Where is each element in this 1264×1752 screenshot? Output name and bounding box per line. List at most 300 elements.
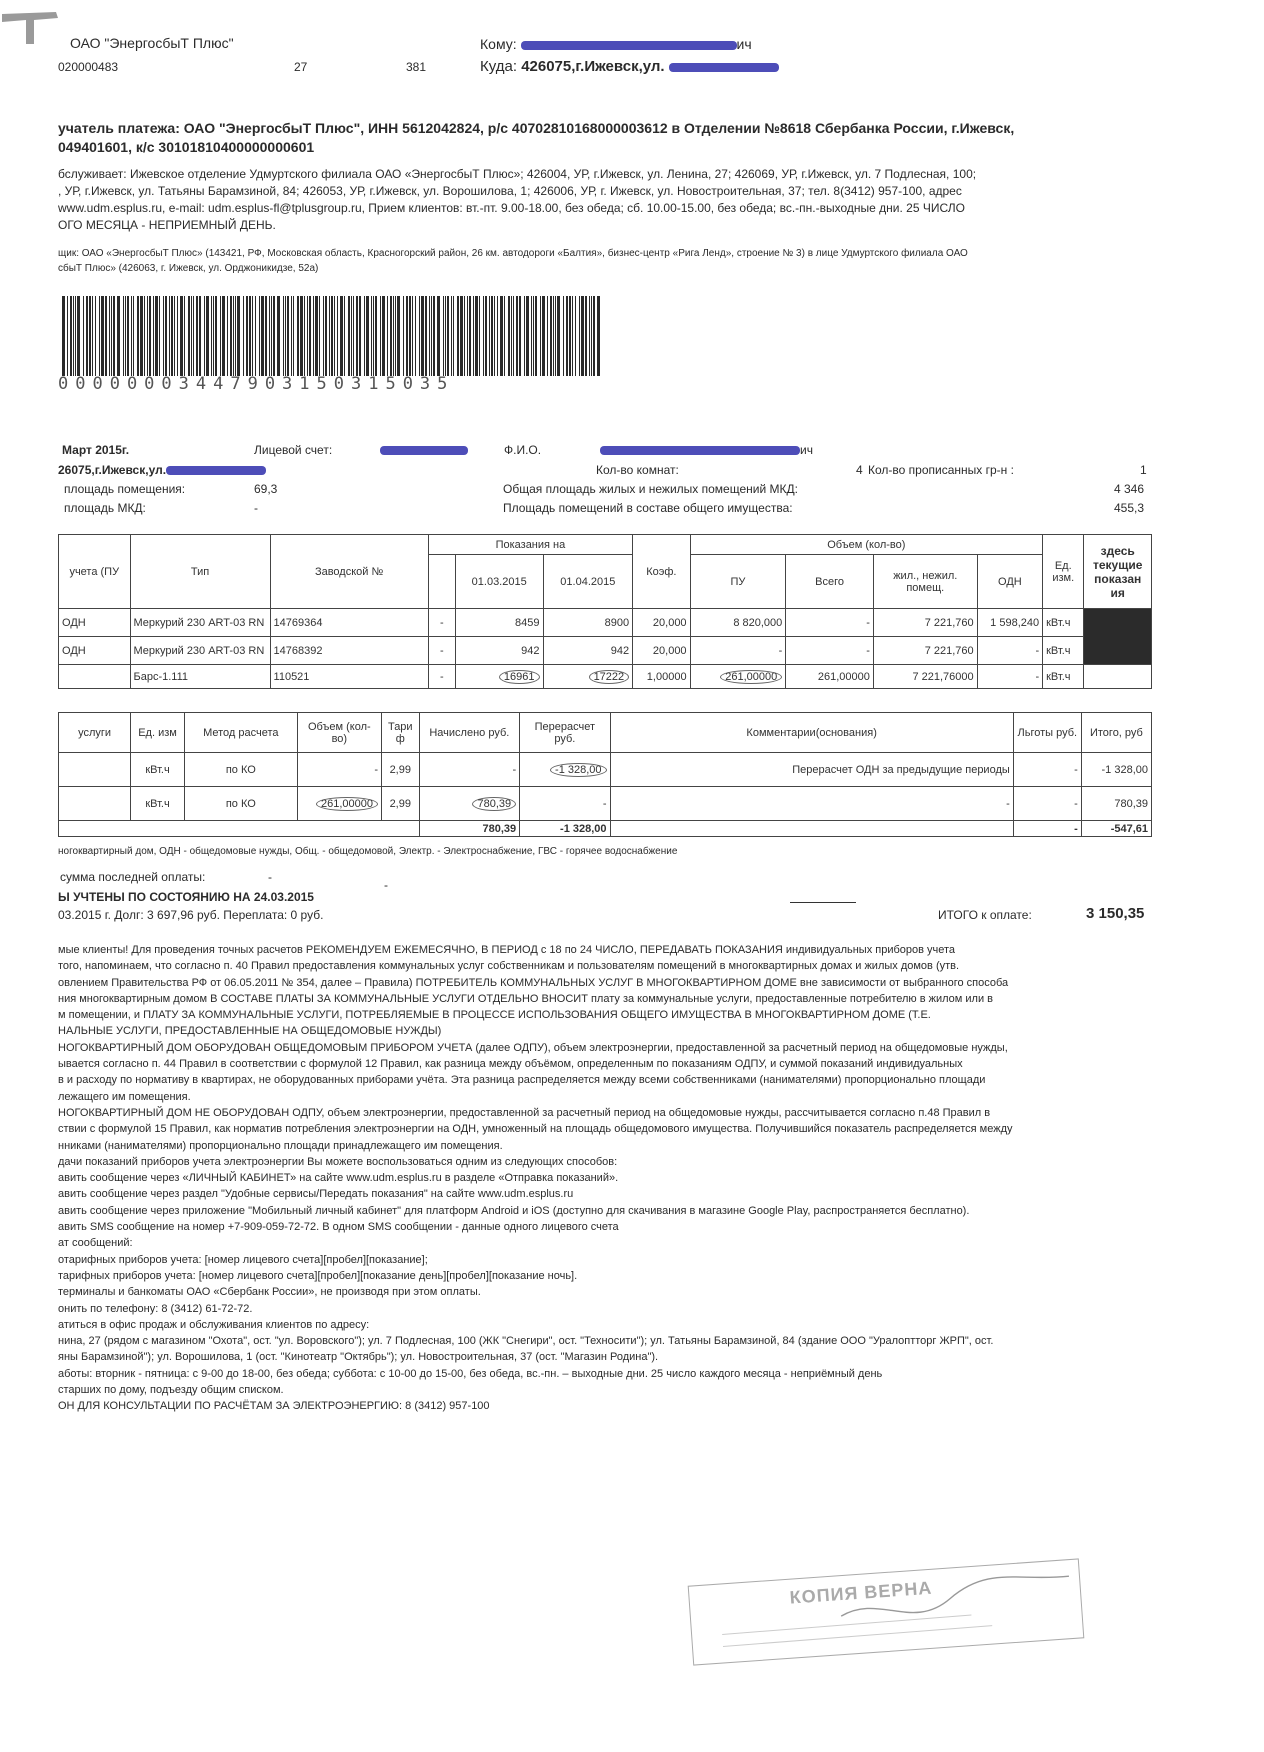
copy-stamp	[688, 1558, 1085, 1665]
divider	[790, 902, 856, 903]
total-area-value: 4 346	[1114, 482, 1145, 496]
barcode-bar	[563, 296, 564, 376]
barcode-bar	[196, 296, 198, 376]
circled-value: 17222	[589, 670, 630, 684]
barcode-bar	[593, 296, 595, 376]
service-method: по КО	[184, 787, 297, 821]
barcode-bar	[334, 296, 335, 376]
meter-reading-1	[455, 665, 543, 689]
barcode-bar	[393, 296, 394, 376]
barcode-bar	[188, 296, 190, 376]
barcode-bar	[163, 296, 164, 376]
barcode-bar	[589, 296, 590, 376]
barcode-bar	[86, 296, 88, 376]
meter-serial: 110521	[270, 665, 428, 689]
notice-line: в и расходу по нормативу в квартирах, не оборудованных приборами учёта. Эта разница распределяется между всеми собственниками (нанимателями) пропорционально площади	[58, 1074, 986, 1087]
barcode-bar	[406, 296, 408, 376]
notice-line: НОГОКВАРТИРНЫЙ ДОМ НЕ ОБОРУДОВАН ОДПУ, объем электроэнергии, предоставленной за расчетный период на общедомовые нужды, рассчитывается согласно п.48 Правил в	[58, 1106, 991, 1119]
header-unit: Ед. изм	[131, 713, 185, 753]
barcode-bar	[277, 296, 280, 376]
header-num1: 27	[294, 60, 308, 74]
meter-dash: -	[428, 665, 455, 689]
state-line: Ы УЧТЕНЫ ПО СОСТОЯНИЮ НА 24.03.2015	[58, 890, 314, 904]
barcode-bars	[62, 296, 602, 376]
barcode-bar	[165, 296, 167, 376]
meter-serial: 14768392	[270, 637, 428, 665]
barcode-bar	[519, 296, 521, 376]
notice-line: авить сообщение через раздел "Удобные сервисы/Передать показания" на сайте www.udm.esplus.ru	[58, 1188, 574, 1201]
barcode-bar	[304, 296, 305, 376]
notice-line: атиться в офис продаж и обслуживания клиентов по адресу:	[58, 1318, 370, 1331]
barcode-bar	[89, 296, 91, 376]
header-readings: Показания на	[428, 535, 632, 555]
serves-line: , УР, г.Ижевск, ул. Татьяны Барамзиной, 84; 426053, УР, г.Ижевск, ул. Ворошилова, 1; 426006, УР, г. Ижевск, ул. Новостроительная, 37; тел. 8(3412) 957-100, адрес	[58, 184, 962, 198]
barcode-bar	[92, 296, 93, 376]
totals-blank	[59, 821, 420, 837]
header-coef: Коэф.	[633, 535, 690, 609]
redacted-fio	[600, 446, 800, 455]
barcode-bar	[591, 296, 592, 376]
barcode-bar	[483, 296, 484, 376]
redacted-address	[669, 63, 779, 72]
barcode-bar	[67, 296, 68, 376]
notice-line: терминалы и банкоматы ОАО «Сбербанк России», не производя при этом оплаты.	[58, 1286, 481, 1299]
company-name: ОАО "ЭнергосбыТ Плюс"	[70, 35, 234, 51]
header-charged: Начислено руб.	[419, 713, 520, 753]
barcode-bar	[62, 296, 65, 376]
area-value: 69,3	[254, 482, 278, 496]
supplier-line: сбыТ Плюс» (426063, г. Ижевск, ул. Орджоникидзе, 52а)	[58, 263, 319, 274]
barcode-bar	[431, 296, 432, 376]
barcode-bar	[105, 296, 107, 376]
meter-reading-2: 8900	[543, 609, 633, 637]
meter-reading-2: 942	[543, 637, 633, 665]
meter-reading-1: 8459	[455, 609, 543, 637]
notice-line: старших по дому, подъезду общим списком.	[58, 1384, 284, 1397]
meter-reading-2	[543, 665, 633, 689]
meter-living: 7 221,76000	[873, 665, 977, 689]
header-pu: ПУ	[690, 555, 786, 609]
barcode-bar	[504, 296, 505, 376]
barcode-bar	[351, 296, 352, 376]
notice-line: лежащего им помещения.	[58, 1090, 191, 1103]
barcode-bar	[581, 296, 584, 376]
current-blank	[1084, 665, 1152, 689]
barcode-bar	[283, 296, 284, 376]
barcode-bar	[508, 296, 510, 376]
service-volume	[297, 787, 381, 821]
barcode-bar	[285, 296, 286, 376]
barcode-bar	[447, 296, 449, 376]
where-value: 426075,г.Ижевск,ул.	[521, 58, 665, 75]
rooms-value: 4	[856, 463, 863, 477]
barcode-bar	[451, 296, 452, 376]
total-recalc: -1 328,00	[520, 821, 610, 837]
redacted-name	[521, 41, 737, 50]
meter-odn: -	[977, 665, 1042, 689]
common-area-value: 455,3	[1114, 501, 1145, 515]
total-sum: -547,61	[1081, 821, 1151, 837]
header-date2: 01.04.2015	[543, 555, 633, 609]
barcode-bar	[409, 296, 411, 376]
barcode-bar	[235, 296, 236, 376]
barcode-bar	[359, 296, 361, 376]
barcode-bar	[516, 296, 518, 376]
barcode-bar	[222, 296, 225, 376]
barcode-bar	[479, 296, 480, 376]
meter-pu: 8 820,000	[690, 609, 786, 637]
barcode-bar	[569, 296, 571, 376]
notice-line: нниками (нанимателями) пропорционально площади принадлежащего им помещения.	[58, 1139, 503, 1152]
redacted-current	[1084, 609, 1152, 665]
barcode-bar	[403, 296, 404, 376]
serves-line: www.udm.esplus.ru, e-mail: udm.esplus-fl@tplusgroup.ru, Прием клиентов: вт.-пт. 9.00-18.00, без обеда; сб. 10.00-15.00, без обеда; вс.-пн.-выходные дни. 25 ЧИСЛО	[58, 201, 965, 215]
last-payment-value: -	[268, 870, 272, 884]
last-payment-extra: -	[384, 878, 388, 892]
consult-line: ОН ДЛЯ КОНСУЛЬТАЦИИ ПО РАСЧЁТАМ ЗА ЭЛЕКТРОЭНЕРГИЮ: 8 (3412) 957-100	[58, 1400, 490, 1412]
barcode-bar	[193, 296, 194, 376]
period-month: Март 2015г.	[62, 443, 130, 457]
corner-mark	[0, 10, 68, 46]
header-living: жил., нежил. помещ.	[873, 555, 977, 609]
to-line	[480, 36, 752, 52]
payee-line-2: 049401601, к/с 30101810400000000601	[58, 139, 315, 155]
barcode-bar	[364, 296, 365, 376]
header-volume: Объем (кол-во)	[690, 535, 1043, 555]
barcode-bar	[419, 296, 420, 376]
barcode-bar	[191, 296, 192, 376]
service-charged	[419, 787, 520, 821]
table-row	[59, 787, 1152, 821]
barcode-bar	[353, 296, 354, 376]
barcode-bar	[133, 296, 134, 376]
notice-line: онить по телефону: 8 (3412) 61-72-72.	[58, 1302, 253, 1315]
barcode-bar	[259, 296, 260, 376]
notice-line: отарифных приборов учета: [номер лицевого счета][пробел][показание];	[58, 1253, 428, 1266]
notice-line: авить сообщение через приложение "Мобильный личный кабинет" для платформ Android и iOS (доступно для скачивания в магазине Google Play, распространяется бесплатно).	[58, 1204, 970, 1217]
meter-coef: 20,000	[633, 637, 690, 665]
meter-account: ОДН	[59, 609, 131, 637]
barcode-bar	[425, 296, 427, 376]
registered-label: Кол-во прописанных гр-н :	[868, 463, 1014, 477]
barcode-bar	[323, 296, 324, 376]
barcode-bar	[83, 296, 84, 376]
header-account: учета (ПУ	[59, 535, 131, 609]
service-unit: кВт.ч	[131, 787, 185, 821]
barcode-bar	[513, 296, 514, 376]
service-total: -1 328,00	[1081, 753, 1151, 787]
service-name	[59, 787, 131, 821]
common-area-label: Площадь помещений в составе общего имущества:	[503, 501, 793, 515]
barcode-bar	[547, 296, 548, 376]
where-label: Куда:	[480, 58, 518, 75]
last-payment-label: сумма последней оплаты:	[60, 870, 206, 884]
barcode-bar	[387, 296, 388, 376]
barcode-bar	[597, 296, 600, 376]
barcode-bar	[337, 296, 338, 376]
barcode-bar	[457, 296, 459, 376]
header-benefits: Льготы руб.	[1013, 713, 1081, 753]
barcode-bar	[131, 296, 132, 376]
barcode-bar	[113, 296, 115, 376]
barcode-bar	[255, 296, 256, 376]
barcode-bar	[75, 296, 76, 376]
header-date1: 01.03.2015	[455, 555, 543, 609]
account-code: 020000483	[58, 60, 119, 74]
meter-odn: 1 598,240	[977, 609, 1042, 637]
barcode-bar	[220, 296, 221, 376]
header-tariff: Тари ф	[381, 713, 419, 753]
barcode-bar	[397, 296, 400, 376]
barcode-bar	[445, 296, 446, 376]
barcode-bar	[309, 296, 311, 376]
barcode-bar	[243, 296, 244, 376]
legend: ногоквартирный дом, ОДН - общедомовые нужды, Общ. - общедомовой, Электр. - Электроснабжение, ГВС - горячее водоснабжение	[58, 846, 678, 857]
barcode-bar	[95, 296, 96, 376]
signature	[689, 1559, 1083, 1664]
barcode-bar	[297, 296, 299, 376]
meter-pu	[690, 665, 786, 689]
to-label: Кому:	[480, 36, 517, 52]
meter-total: -	[786, 637, 874, 665]
notice-line: аботы: вторник - пятница: с 9-00 до 18-00, без обеда; суббота: с 10-00 до 15-00, без обеда, вс.-пн. – выходные дни. 25 число каждого месяца - неприёмный день	[58, 1367, 883, 1380]
to-suffix: ич	[736, 36, 752, 52]
barcode-bar	[524, 296, 525, 376]
supplier-block	[58, 246, 1148, 276]
meter-total: 261,00000	[786, 665, 874, 689]
fio-line	[600, 443, 813, 457]
barcode-bar	[287, 296, 289, 376]
barcode-bar	[542, 296, 545, 376]
header-comments: Комментарии(основания)	[610, 713, 1013, 753]
notice-line: того, напоминаем, что согласно п. 40 Правил предоставления коммунальных услуг собственникам и пользователям помещений в многоквартирных домах и жилых домов (утв.	[58, 960, 960, 973]
service-benefit: -	[1013, 753, 1081, 787]
notice-line: ывается согласно п. 44 Правил в соответствии с формулой 12 Правил, как разница между объёмом, определенным по показаниям ОДПУ, и суммой показаний индивидуальных	[58, 1058, 963, 1071]
barcode-bar	[331, 296, 333, 376]
barcode-bar	[123, 296, 124, 376]
payee-line-1: учатель платежа: ОАО "ЭнергосбыТ Плюс", ИНН 5612042824, р/с 40702810168000003612 в Отделении №8618 Сбербанка России, г.Ижевск,	[58, 120, 1015, 136]
barcode-bar	[227, 296, 228, 376]
barcode-bar	[127, 296, 129, 376]
meter-unit: кВт.ч	[1043, 665, 1084, 689]
barcode-bar	[460, 296, 463, 376]
barcode-bar	[526, 296, 529, 376]
fio-suffix: ич	[800, 443, 813, 457]
barcode-bar	[249, 296, 251, 376]
address-value: 26075,г.Ижевск,ул.	[58, 463, 167, 477]
barcode-bar	[77, 296, 80, 376]
header-type: Тип	[130, 535, 270, 609]
barcode-bar	[572, 296, 573, 376]
barcode-bar	[155, 296, 158, 376]
notice-line: нина, 27 (рядом с магазином "Охота", ост. "ул. Воровского"); ул. 7 Подлесная, 100 (ЖК "Снегири", ост. "Техносити"); ул. Татьяны Барамзиной, 84 (здание ООО "Уралоптторг ЖРП", ост.	[58, 1335, 994, 1348]
barcode-bar	[356, 296, 358, 376]
barcode-bar	[111, 296, 112, 376]
barcode-bar	[421, 296, 424, 376]
barcode-bar	[366, 296, 369, 376]
meter-dash: -	[428, 609, 455, 637]
barcode-bar	[261, 296, 264, 376]
barcode-bar	[325, 296, 327, 376]
barcode-bar	[500, 296, 503, 376]
barcode-bar	[533, 296, 534, 376]
notice-line: авить сообщение через «ЛИЧНЫЙ КАБИНЕТ» на сайте www.udm.esplus.ru в разделе «Отправка показаний».	[58, 1172, 619, 1185]
notice-block	[58, 942, 1148, 1398]
barcode-bar	[319, 296, 320, 376]
circled-value: 16961	[499, 670, 540, 684]
circled-value: 261,00000	[720, 670, 782, 684]
area-label: площадь помещения:	[64, 482, 186, 496]
meter-account	[59, 665, 131, 689]
barcode-bar	[373, 296, 374, 376]
header-recalc: Перерасчет руб.	[520, 713, 610, 753]
header-odn: ОДН	[977, 555, 1042, 609]
barcode-bar	[300, 296, 303, 376]
supplier-line: щик: ОАО «ЭнергосбыТ Плюс» (143421, РФ, Московская область, Красногорский район, 26 км. автодороги «Балтия», бизнес-центр «Рига Ленд», строение № 3) в лице Удмуртского филиала ОАО	[58, 248, 968, 259]
service-recalc: -	[520, 787, 610, 821]
barcode-bar	[489, 296, 490, 376]
barcode-bar	[475, 296, 478, 376]
service-tariff: 2,99	[381, 787, 419, 821]
meter-living: 7 221,760	[873, 637, 977, 665]
notice-line: ния многоквартирным домом В СОСТАВЕ ПЛАТЫ ЗА КОММУНАЛЬНЫЕ УСЛУГИ ОТДЕЛЬНО ВНОСИТ плату за коммунальные услуги, предоставленные потребителю в жилом или в	[58, 992, 994, 1005]
barcode-bar	[464, 296, 465, 376]
where-line	[480, 58, 779, 75]
service-method: по КО	[184, 753, 297, 787]
notice-line: дачи показаний приборов учета электроэнергии Вы можете воспользоваться одним из следующих способов:	[58, 1155, 618, 1168]
notice-line: овлением Правительства РФ от 06.05.2011 № 354, далее – Правила) ПОТРЕБИТЕЛЬ КОММУНАЛЬНЫХ УСЛУГ В МНОГОКВАРТИРНОМ ДОМЕ вне зависимости от выбранного способа	[58, 976, 1009, 989]
barcode-bar	[177, 296, 178, 376]
barcode-bar	[125, 296, 126, 376]
meter-reading-1: 942	[455, 637, 543, 665]
barcode-bar	[433, 296, 435, 376]
circled-value: 261,00000	[316, 797, 378, 811]
barcode-bar	[313, 296, 314, 376]
barcode-bar	[575, 296, 576, 376]
barcode-bar	[437, 296, 440, 376]
barcode-bar	[382, 296, 385, 376]
barcode-bar	[555, 296, 556, 376]
barcode-bar	[174, 296, 175, 376]
barcode-bar	[101, 296, 104, 376]
barcode-bar	[579, 296, 580, 376]
stamp-text: КОПИЯ ВЕРНА	[789, 1577, 933, 1608]
notice-line: мые клиенты! Для проведения точных расчетов РЕКОМЕНДУЕМ ЕЖЕМЕСЯЧНО, В ПЕРИОД с 18 по 24 ЧИСЛО, ПЕРЕДАВАТЬ ПОКАЗАНИЯ индивидуальных приборов учета	[58, 944, 956, 956]
barcode-bar	[340, 296, 343, 376]
total-area-label: Общая площадь жилых и нежилых помещений МКД:	[503, 482, 798, 496]
header-current: здесь текущие показан ия	[1084, 535, 1152, 609]
meter-total: -	[786, 609, 874, 637]
service-charged: -	[419, 753, 520, 787]
barcode-bar	[395, 296, 396, 376]
barcode-bar	[70, 296, 72, 376]
notice-line: НОГОКВАРТИРНЫЙ ДОМ ОБОРУДОВАН ОБЩЕДОМОВЫМ ПРИБОРОМ УЧЕТА (далее ОДПУ), объем электроэнергии, предоставленной за расчетный период на общедомовые нужды,	[58, 1041, 1008, 1054]
barcode-bar	[469, 296, 471, 376]
meter-coef: 20,000	[633, 609, 690, 637]
barcode-bar	[390, 296, 392, 376]
notice-line: НАЛЬНЫЕ УСЛУГИ, ПРЕДОСТАВЛЕННЫЕ НА ОБЩЕДОМОВЫЕ НУЖДЫ)	[58, 1025, 442, 1038]
barcode-bar	[344, 296, 345, 376]
barcode-bar	[117, 296, 120, 376]
barcode-bar	[171, 296, 173, 376]
barcode-bar	[553, 296, 554, 376]
service-name	[59, 753, 131, 787]
barcode-bar	[540, 296, 541, 376]
totals-comment	[610, 821, 1013, 837]
barcode-bar	[291, 296, 292, 376]
barcode-bar	[273, 296, 275, 376]
barcode-bar	[246, 296, 248, 376]
serves-line: ОГО МЕСЯЦА - НЕПРИЕМНЫЙ ДЕНЬ.	[58, 218, 276, 232]
barcode-bar	[511, 296, 512, 376]
meter-odn: -	[977, 637, 1042, 665]
header-volume: Объем (кол-во)	[297, 713, 381, 753]
barcode-bar	[153, 296, 154, 376]
meter-account: ОДН	[59, 637, 131, 665]
meter-type: Меркурий 230 ART-03 RN	[130, 609, 270, 637]
barcode-bar	[147, 296, 148, 376]
total-charged: 780,39	[419, 821, 520, 837]
barcode-bar	[371, 296, 372, 376]
meter-coef: 1,00000	[633, 665, 690, 689]
total-benefit: -	[1013, 821, 1081, 837]
meter-dash: -	[428, 637, 455, 665]
notice-line: ствии с формулой 15 Правил, как норматив потребления электроэнергии на ОДН, умноженный на площадь общедомового имущества. Получившийся показатель распределяется между	[58, 1123, 1013, 1136]
service-comment: Перерасчет ОДН за предыдущие периоды	[610, 753, 1013, 787]
services-table	[58, 712, 1152, 837]
barcode-bar	[550, 296, 552, 376]
barcode-bar	[443, 296, 444, 376]
barcode-bar	[415, 296, 416, 376]
meter-serial: 14769364	[270, 609, 428, 637]
notice-line: ат сообщений:	[58, 1237, 133, 1250]
total-label: ИТОГО к оплате:	[938, 908, 1032, 922]
fio-label: Ф.И.О.	[504, 443, 542, 457]
meter-pu: -	[690, 637, 786, 665]
barcode-bar	[473, 296, 474, 376]
registered-value: 1	[1140, 463, 1147, 477]
totals-row	[59, 821, 1152, 837]
barcode-bar	[315, 296, 318, 376]
mkd-area-label: площадь МКД:	[64, 501, 146, 515]
barcode-bar	[184, 296, 185, 376]
meter-type: Меркурий 230 ART-03 RN	[130, 637, 270, 665]
barcode-bar	[230, 296, 232, 376]
barcode-bar	[293, 296, 294, 376]
barcode-bar	[375, 296, 377, 376]
barcode-bar	[412, 296, 413, 376]
barcode-bar	[497, 296, 498, 376]
header-service: услуги	[59, 713, 131, 753]
barcode-bar	[269, 296, 270, 376]
header-total: Всего	[786, 555, 874, 609]
barcode-bar	[99, 296, 100, 376]
barcode-bar	[140, 296, 143, 376]
barcode-bar	[233, 296, 234, 376]
total-value: 3 150,35	[1086, 905, 1145, 922]
service-volume: -	[297, 753, 381, 787]
barcode-bar	[73, 296, 74, 376]
barcode-bar	[137, 296, 139, 376]
barcode-bar	[467, 296, 468, 376]
notice-line: яны Барамзиной"); ул. Ворошилова, 1 (ост. "Кинотеатр "Октябрь"); ул. Новостроительная, 37 (ост. "Магазин Родина").	[58, 1351, 659, 1364]
barcode-bar	[144, 296, 145, 376]
meter-living: 7 221,760	[873, 609, 977, 637]
service-recalc	[520, 753, 610, 787]
barcode-bar	[307, 296, 308, 376]
header-num2: 381	[406, 60, 427, 74]
meter-type: Барс-1.111	[130, 665, 270, 689]
